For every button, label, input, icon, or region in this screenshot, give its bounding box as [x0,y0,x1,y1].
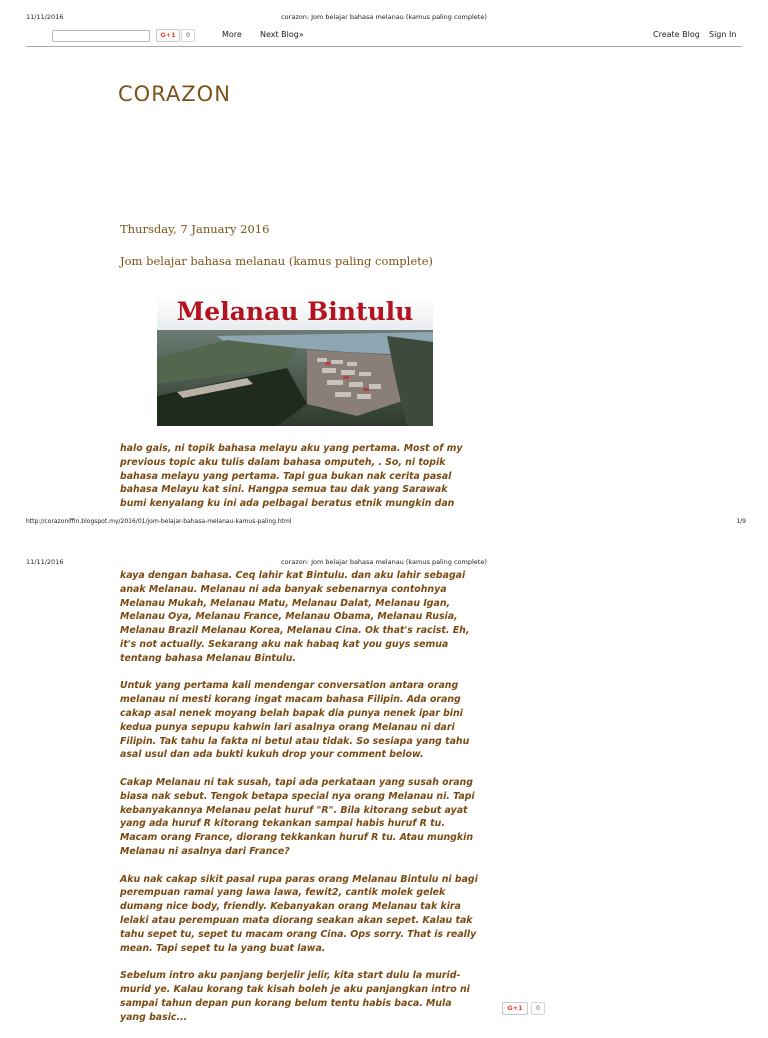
text-line: previous topic aku tulis dalam bahasa omputeh, . So, ni topik [120,456,446,468]
print-page-number: 1/9 [736,518,746,525]
port-aerial-photo [157,296,433,426]
print-date: 11/11/2016 [26,13,64,21]
search-input[interactable] [52,30,150,42]
google-plus-icon: G+1 [507,1004,523,1012]
text-line: bahasa melayu yang pertama. Tapi gua bukan nak cerita pasal [120,470,452,482]
post-paragraph-continued: kaya dengan bahasa. Ceq lahir kat Bintulu. dan aku lahir sebagai anak Melanau. Melanau ni ada banyak sebenarnya contohnya Melanau Mukah, Melanau Matu, Melanau Dalat, Melanau Igan, Melanau Oya, Melanau France, Melanau Obama, Melanau Rusia, Melanau Brazil Melanau Korea, Melanau Cina. Ok that's racist. Eh, it's not actually. Sekarang aku nak habaq kat you guys semua tentang bahasa Melanau Bintulu. [120,570,470,664]
text-line: bumi kenyalang ku ini ada pelbagai beratus etnik mungkin dan [120,498,455,510]
post-paragraph: Aku nak cakap sikit pasal rupa paras orang Melanau Bintulu ni bagi perempuan ramai yang lawa lawa, fewit2, cantik molek gelek dumang nice body, friendly. Kebanyakan orang Melanau tak kira lelaki atau perempuan mata diorang seakan akan sepet. Kalau tak tahu sepet tu, sepet tu macam orang Cina. Ops sorry. That is really mean. Tapi sepet tu la yang buat lawa. [120,873,478,954]
print-date: 11/11/2016 [26,558,64,566]
blog-title[interactable]: CORAZON [118,82,231,106]
post-paragraph: Untuk yang pertama kali mendengar conversation antara orang melanau ni mesti korang ingat macam bahasa Filipin. Ada orang cakap asal nenek moyang belah bapak dia punya nenek ipar bini kedua punya sepupu kahwin lari asalnya orang Melanau ni dari Filipin. Tak tahu la fakta ni betul atau tidak. So sesiapa yang tahu asal usul dan ada bukti kukuh drop your comment below. [120,680,470,761]
post-title[interactable]: Jom belajar bahasa melanau (kamus paling complete) [120,254,434,268]
print-doc-title: corazon: Jom belajar bahasa melanau (kamus paling complete) [281,558,487,566]
post-paragraph-intro [120,442,480,511]
post-body-page2 [120,569,480,1038]
post-image[interactable] [157,296,433,426]
blogger-navbar [26,26,742,47]
sign-in-link[interactable]: Sign In [709,30,737,39]
print-url: http://corazoniffin.blogspot.my/2016/01/jom-belajar-bahasa-melanau-kamus-paling.html [26,518,292,525]
google-plus-button[interactable] [156,29,180,42]
create-blog-link[interactable]: Create Blog [653,30,700,39]
more-link[interactable]: More [222,30,242,39]
google-plus-button-bottom[interactable] [502,1002,528,1015]
post-paragraph: Cakap Melanau ni tak susah, tapi ada perkataan yang susah orang biasa nak sebut. Tengok betapa special nya orang Melanau ni. Tapi kebanyakannya Melanau pelat huruf "R". Bila kitorang sebut ayat yang ada huruf R kitorang tekankan sampai habis huruf R tu. Macam orang France, diorang tekkankan huruf R tu. Atau mungkin Melanau ni asalnya dari France? [120,776,475,857]
print-header-page2 [0,555,768,567]
print-doc-title: corazon: Jom belajar bahasa melanau (kamus paling complete) [281,13,487,21]
image-title-text: Melanau Bintulu [176,297,414,326]
print-header [0,10,768,22]
text-line: halo gais, ni topik bahasa melayu aku yang pertama. Most of my [120,443,463,454]
post-date: Thursday, 7 January 2016 [120,222,270,236]
post-body-page1 [120,442,480,514]
google-plus-count-bottom: 0 [531,1002,545,1015]
next-blog-link[interactable]: Next Blog» [260,30,304,39]
post-paragraph: Sebelum intro aku panjang berjelir jelir, kita start dulu la murid-murid ye. Kalau korang tak kisah boleh je aku panjangkan intro ni sampai tahun depan pun korang belum tentu habis baca. Mula yang basic... [120,970,470,1023]
google-plus-count: 0 [181,29,195,42]
text-line: bahasa Melayu kat sini. Hangpa semua tau dak yang Sarawak [120,484,448,496]
google-plus-icon: G+1 [160,31,176,39]
